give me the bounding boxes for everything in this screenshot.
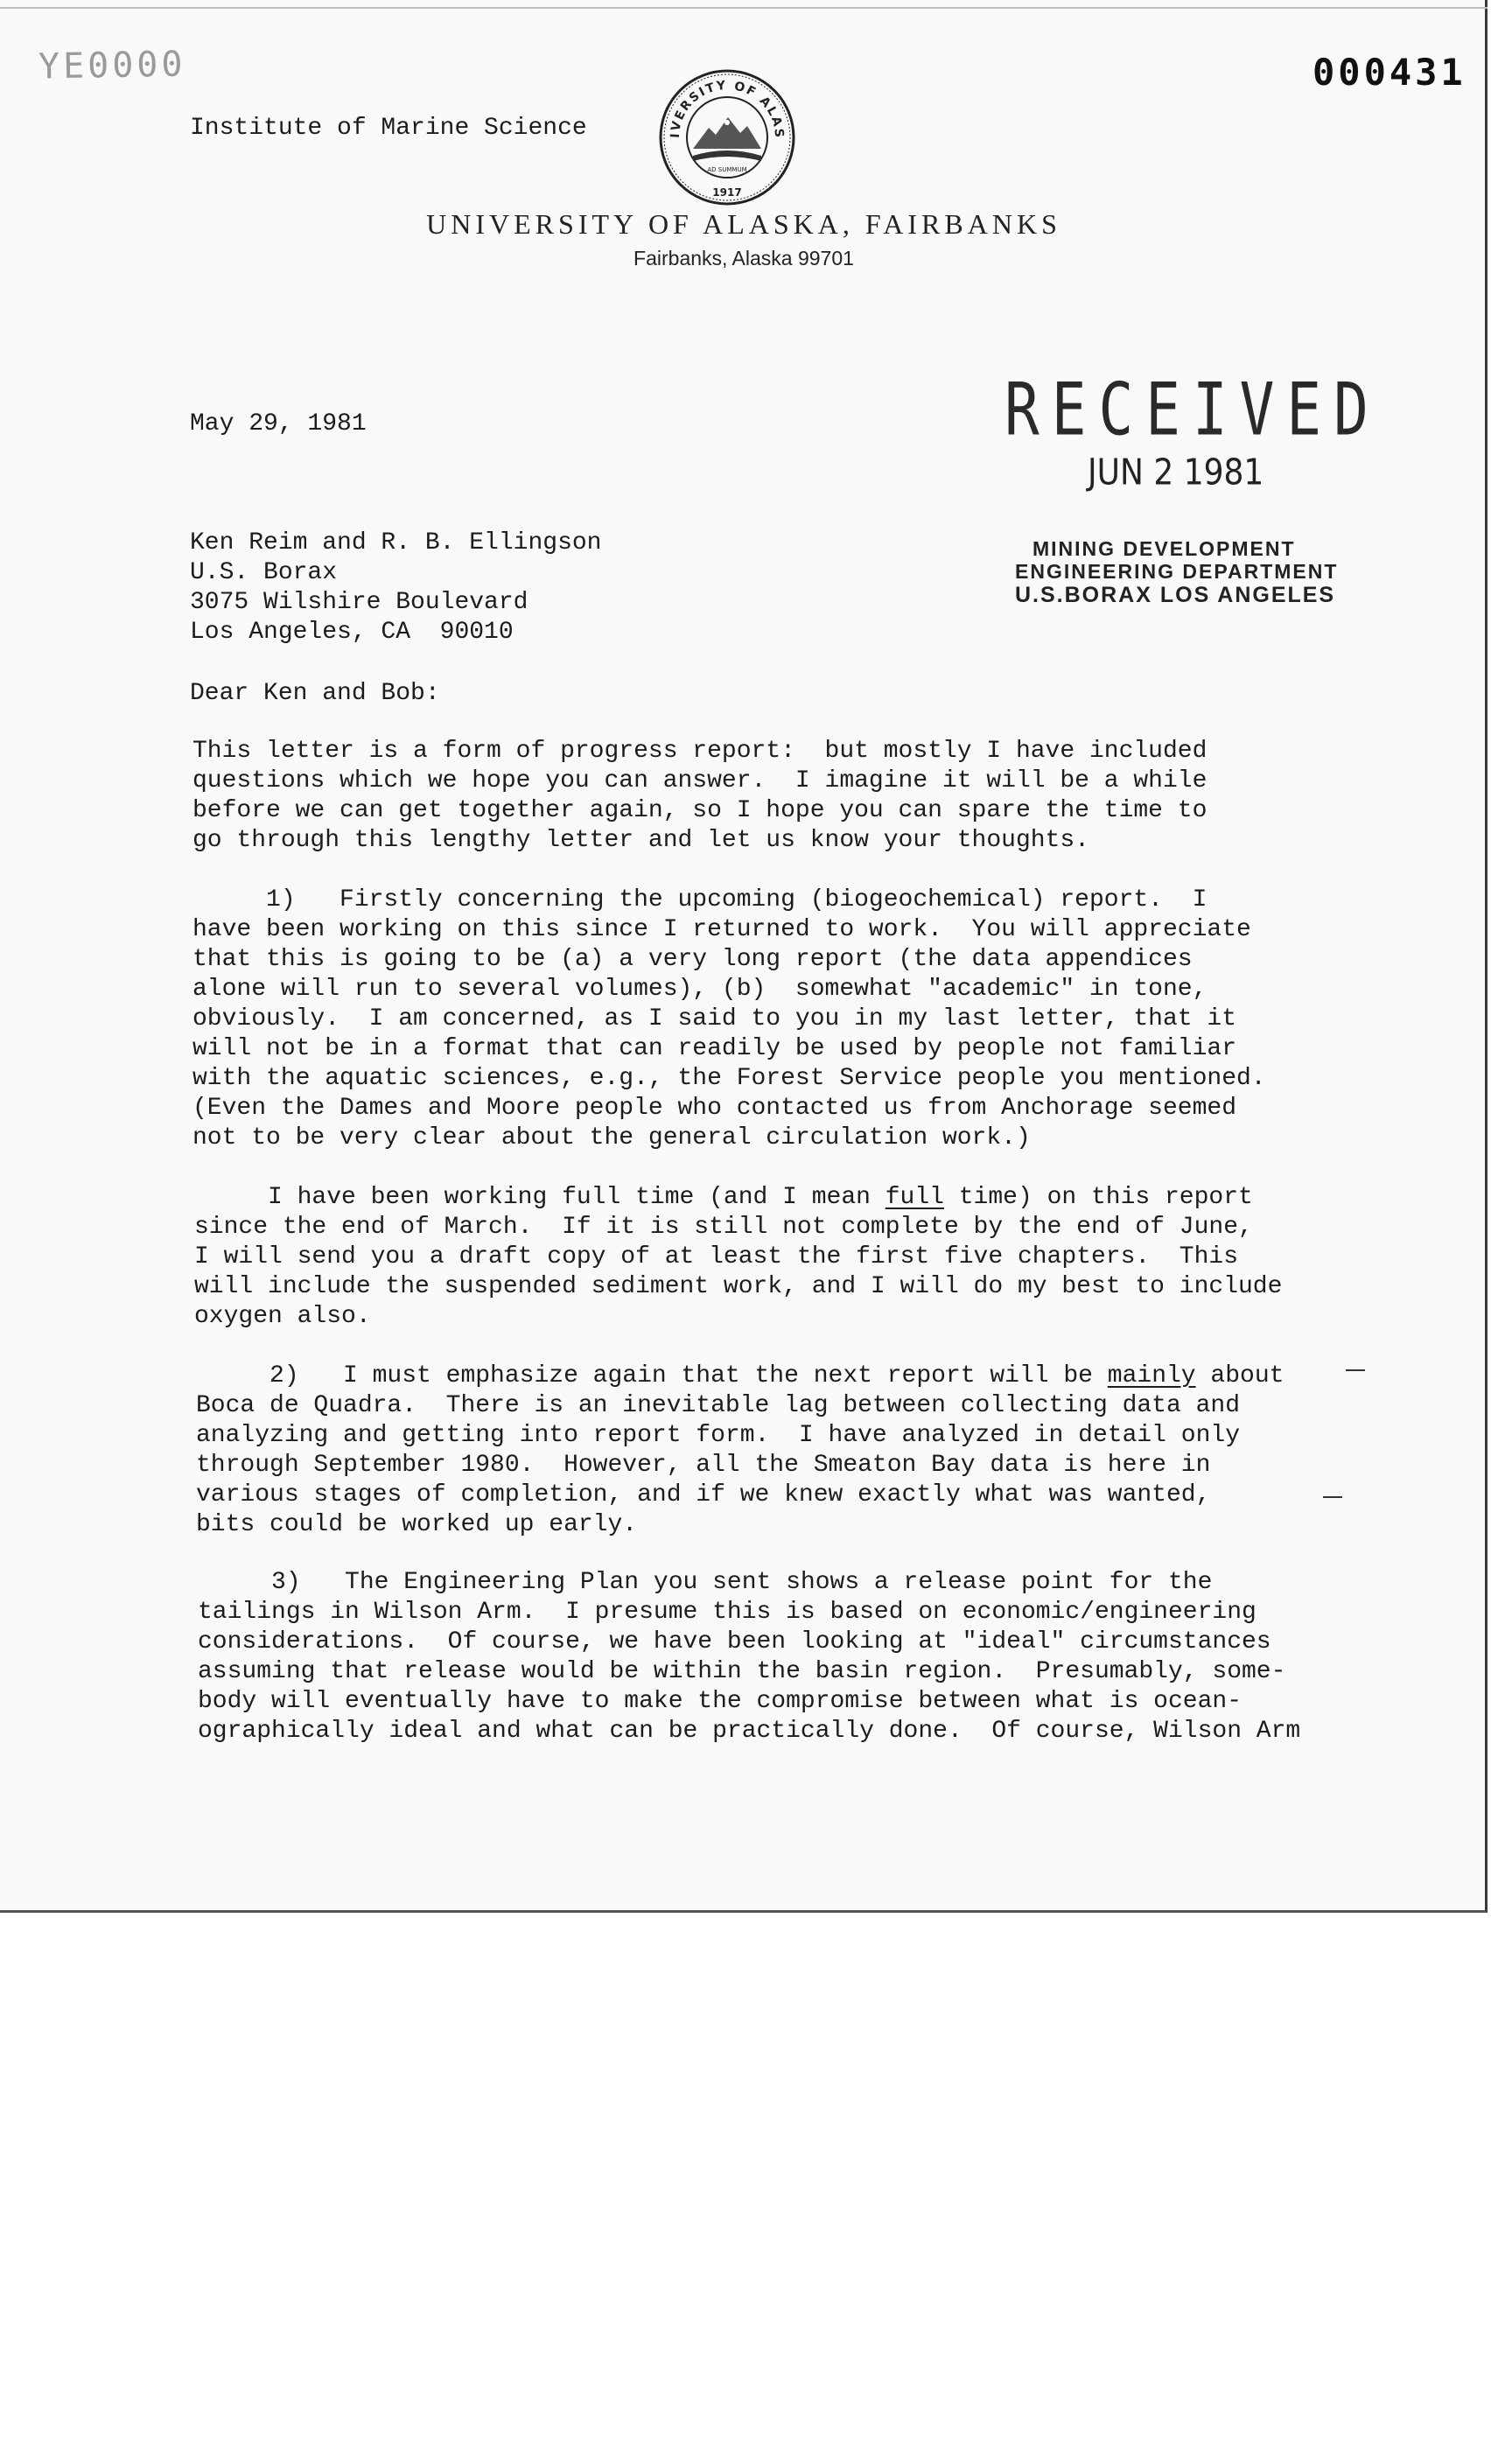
scan-top-edge bbox=[0, 7, 1488, 9]
seal-top-text: IVERSITY OF ALAS bbox=[668, 78, 787, 140]
body-line: analyzing and getting into report form. I have analyzed in detail only bbox=[196, 1422, 1240, 1449]
paragraph-4 bbox=[198, 1568, 1300, 1746]
body-line: 1) Firstly concerning the upcoming (biogeochemical) report. I bbox=[192, 886, 1208, 914]
corner-mark-left: YE0000 bbox=[38, 44, 186, 88]
university-city: Fairbanks, Alaska 99701 bbox=[634, 247, 854, 270]
received-stamp: RECEIVED bbox=[1004, 368, 1381, 452]
body-line: will not be in a format that can readily be used by people not familiar bbox=[192, 1035, 1236, 1062]
underlined-word: mainly bbox=[1107, 1362, 1196, 1390]
address-line: U.S. Borax bbox=[190, 559, 338, 586]
body-line: This letter is a form of progress report: but mostly I have included bbox=[192, 738, 1208, 765]
body-line: assuming that release would be within the basin region. Presumably, some- bbox=[198, 1658, 1286, 1685]
paragraph-2 bbox=[194, 1183, 1282, 1332]
university-seal bbox=[658, 68, 796, 206]
seal-graphic bbox=[658, 68, 796, 206]
body-line: questions which we hope you can answer. I imagine it will be a while bbox=[192, 767, 1208, 794]
body-line: 3) The Engineering Plan you sent shows a release point for the bbox=[198, 1569, 1213, 1596]
body-line: bits could be worked up early. bbox=[196, 1511, 638, 1538]
body-line: ographically ideal and what can be practically done. Of course, Wilson Arm bbox=[198, 1718, 1301, 1745]
paragraph-1 bbox=[192, 886, 1266, 1153]
received-date: JUN 2 1981 bbox=[1088, 452, 1264, 494]
body-line: with the aquatic sciences, e.g., the Forest Service people you mentioned. bbox=[192, 1065, 1266, 1092]
seal-year: 1917 bbox=[712, 186, 742, 199]
body-line: since the end of March. If it is still not complete by the end of June, bbox=[194, 1214, 1253, 1241]
salutation: Dear Ken and Bob: bbox=[190, 680, 440, 707]
line-text: about bbox=[1195, 1362, 1284, 1390]
body-line: not to be very clear about the general circulation work.) bbox=[192, 1124, 1031, 1152]
stamp-line-2: ENGINEERING DEPARTMENT bbox=[1015, 560, 1339, 583]
letter-date: May 29, 1981 bbox=[190, 410, 367, 438]
address-line: Ken Reim and R. B. Ellingson bbox=[190, 529, 602, 556]
address-line: 3075 Wilshire Boulevard bbox=[190, 589, 528, 616]
body-line: various stages of completion, and if we knew exactly what was wanted, bbox=[196, 1481, 1211, 1508]
seal-motto: AD SUMMUM bbox=[707, 166, 747, 173]
body-line: will include the suspended sediment work, and I will do my best to include bbox=[194, 1273, 1283, 1300]
stamp-line-3: U.S.BORAX LOS ANGELES bbox=[1015, 583, 1336, 607]
intro-paragraph bbox=[192, 737, 1207, 856]
body-line: through September 1980. However, all the Smeaton Bay data is here in bbox=[196, 1452, 1211, 1479]
body-line: body will eventually have to make the compromise between what is ocean- bbox=[198, 1688, 1242, 1715]
body-line: alone will run to several volumes), (b) somewhat "academic" in tone, bbox=[192, 976, 1208, 1003]
stamp-line-1: MINING DEVELOPMENT bbox=[1032, 537, 1296, 560]
underlined-word: full bbox=[885, 1184, 944, 1211]
margin-dash-mark bbox=[1346, 1369, 1365, 1371]
line-text: time) on this report bbox=[943, 1184, 1253, 1211]
seal-mountain-icon bbox=[693, 117, 761, 161]
body-line: have been working on this since I returned to work. You will appreciate bbox=[192, 916, 1251, 943]
recipient-address bbox=[190, 528, 601, 648]
body-line: I will send you a draft copy of at least the first five chapters. This bbox=[194, 1243, 1238, 1270]
body-line bbox=[194, 1183, 1282, 1213]
body-line: that this is going to be (a) a very long report (the data appendices bbox=[192, 946, 1193, 973]
line-text: 2) I must emphasize again that the next report will be bbox=[196, 1362, 1108, 1390]
margin-dash-mark bbox=[1323, 1496, 1342, 1498]
address-line: Los Angeles, CA 90010 bbox=[190, 619, 514, 646]
line-text: I have been working full time (and I mean bbox=[194, 1184, 886, 1211]
body-line bbox=[196, 1362, 1284, 1391]
body-line: obviously. I am concerned, as I said to you in my last letter, that it bbox=[192, 1005, 1236, 1032]
institute-name: Institute of Marine Science bbox=[190, 115, 587, 142]
body-line: go through this lengthy letter and let us know your thoughts. bbox=[192, 827, 1089, 854]
body-line: before we can get together again, so I hope you can spare the time to bbox=[192, 797, 1208, 824]
document-number: 000431 bbox=[1312, 51, 1466, 94]
body-line: Boca de Quadra. There is an inevitable lag between collecting data and bbox=[196, 1392, 1240, 1419]
paragraph-3 bbox=[196, 1362, 1284, 1540]
body-line: considerations. Of course, we have been looking at "ideal" circumstances bbox=[198, 1628, 1271, 1656]
body-line: (Even the Dames and Moore people who contacted us from Anchorage seemed bbox=[192, 1095, 1236, 1122]
body-line: oxygen also. bbox=[194, 1303, 371, 1330]
university-name: UNIVERSITY OF ALASKA, FAIRBANKS bbox=[426, 208, 1061, 240]
body-line: tailings in Wilson Arm. I presume this is based on economic/engineering bbox=[198, 1599, 1256, 1626]
